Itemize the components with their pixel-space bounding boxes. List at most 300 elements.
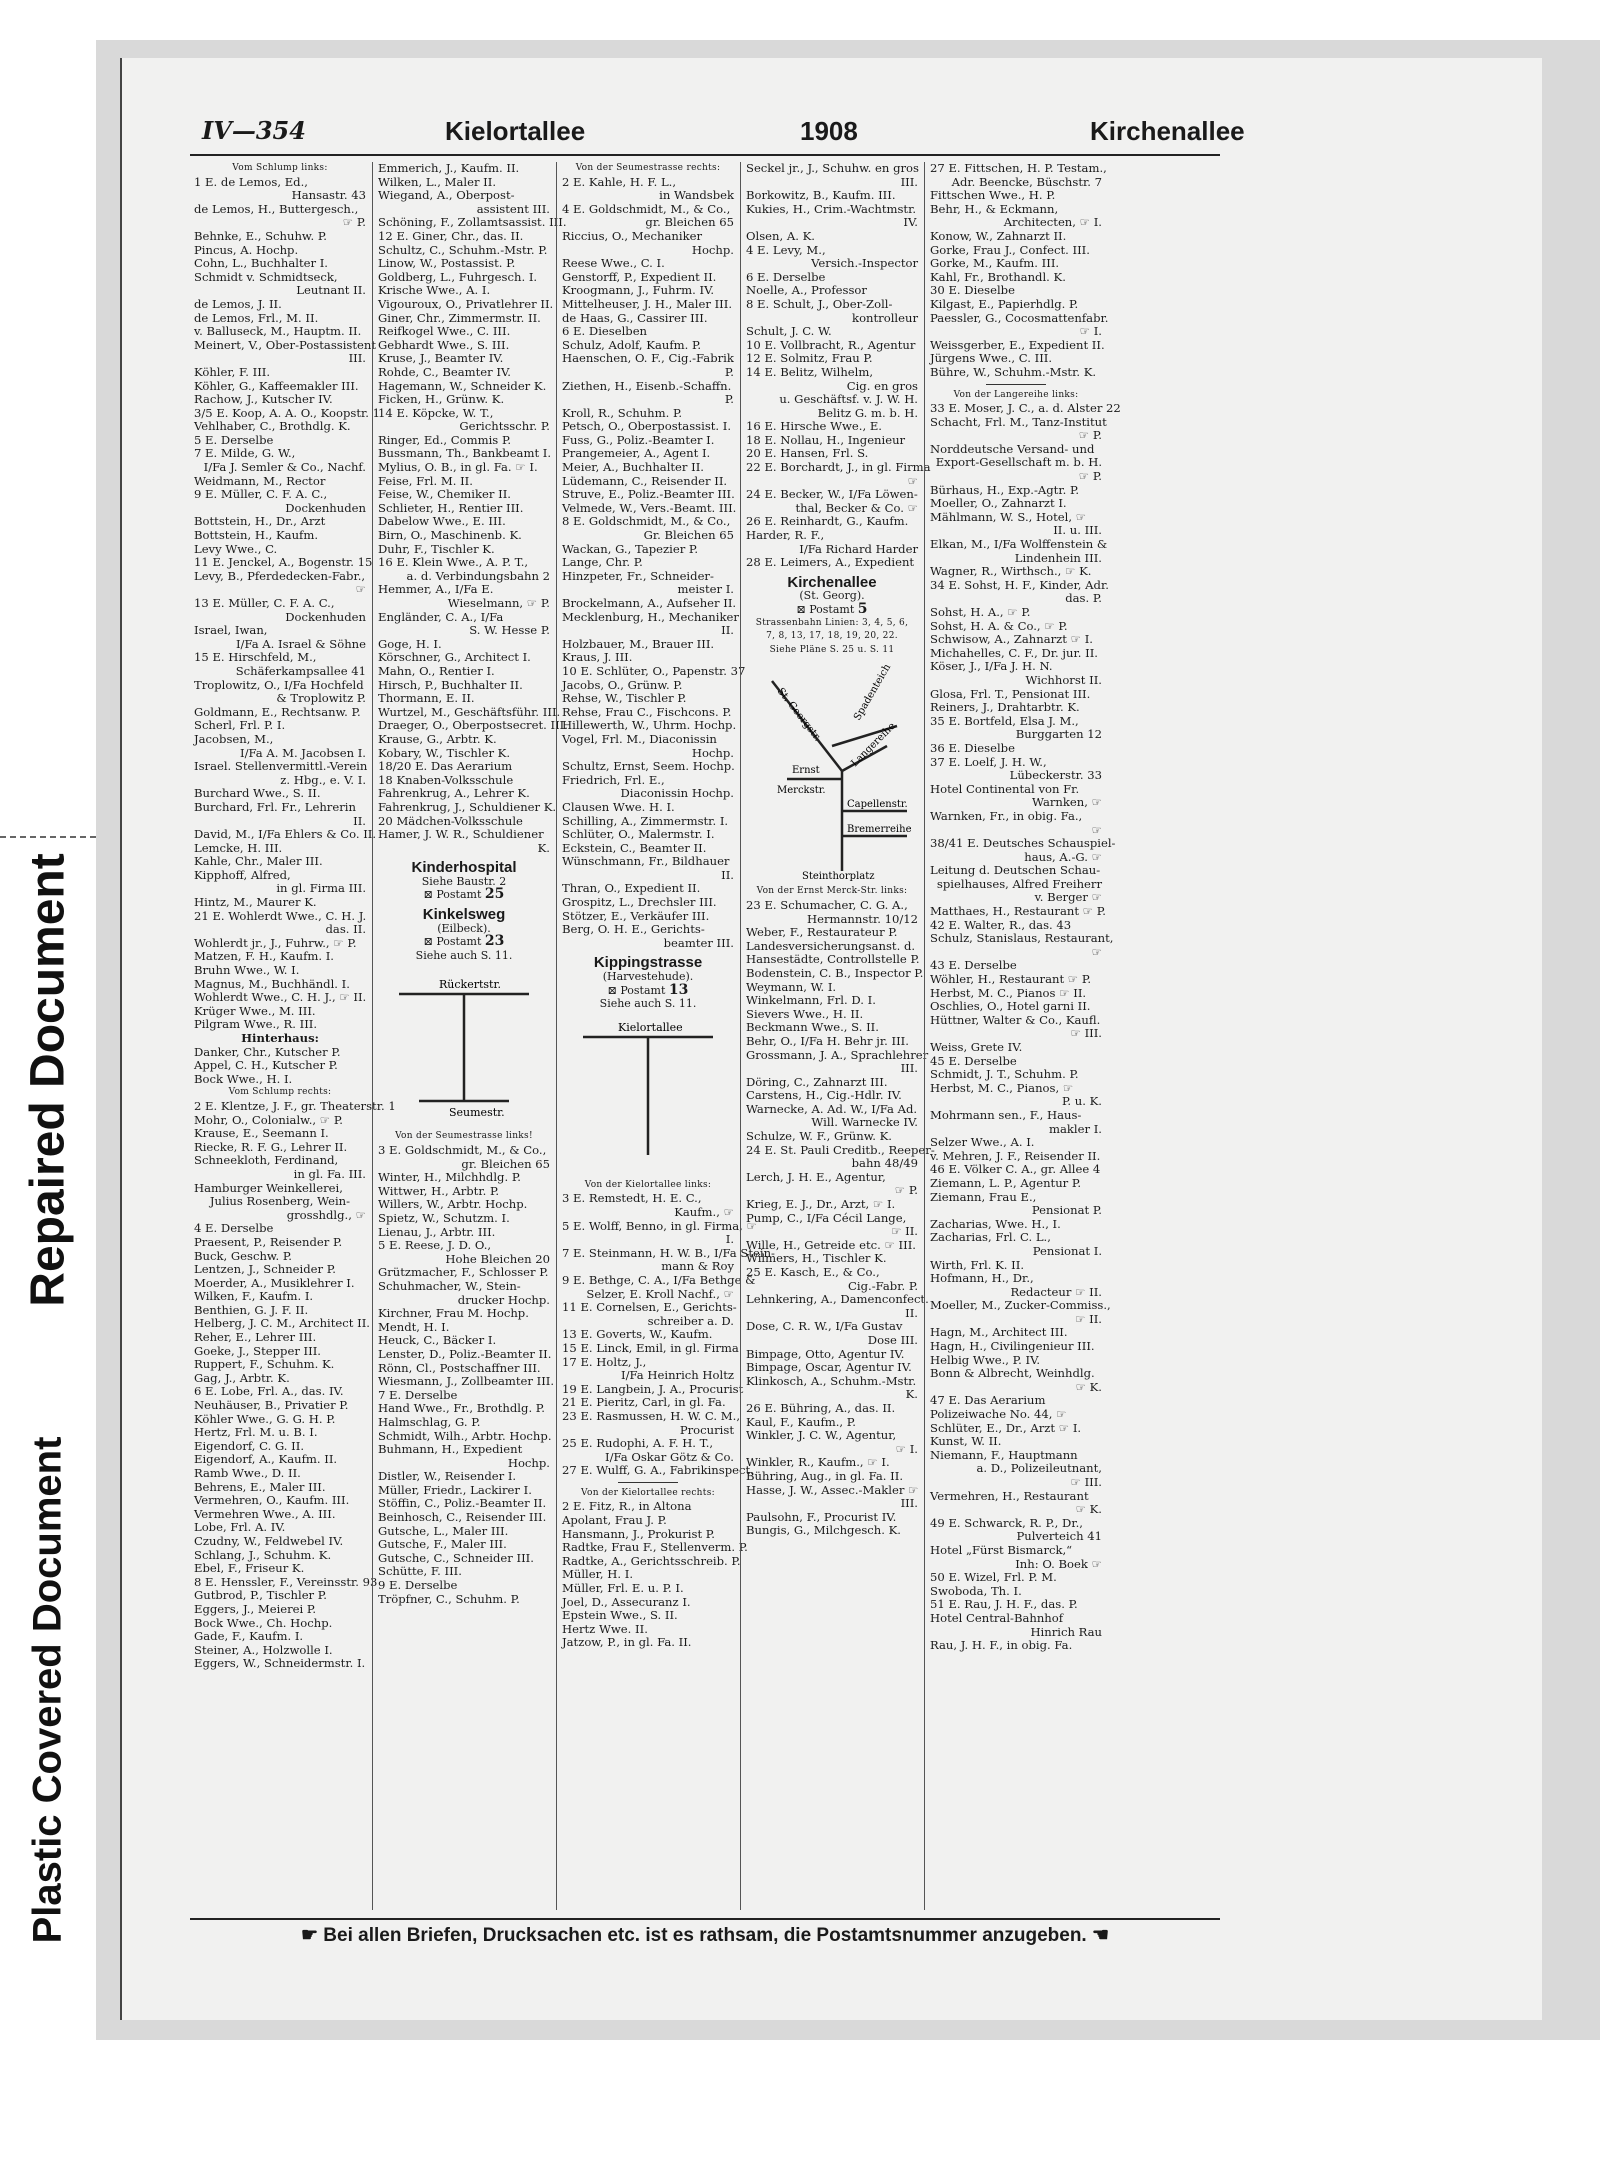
directory-entry: Lemcke, H. III. [194, 840, 283, 855]
directory-entry: 23 E. Schumacher, C. G. A., [746, 897, 908, 912]
directory-entry: Hansastr. 43 [291, 188, 366, 203]
directory-entry: Schmidt v. Schmidtseck, [194, 269, 338, 284]
directory-entry: 13 E. Müller, C. F. A. C., [194, 596, 335, 610]
directory-entry: Velmede, W., Vers.-Beamt. III. [562, 500, 737, 515]
directory-entry: I/Fa J. Semler & Co., Nachf. [203, 460, 366, 475]
envelope-icon: ⊠ [423, 935, 437, 949]
directory-entry: 3 E. Remstedt, H. E. C., [562, 1191, 702, 1206]
directory-entry: Steiner, A., Holzwolle I. [194, 1642, 333, 1657]
directory-entry: II. [353, 813, 366, 828]
directory-entry: 7 E. Milde, G. W., [194, 446, 296, 461]
street-title: Kinkelsweg [422, 906, 506, 924]
directory-entry: Müller, Friedr., Lackirer I. [378, 1482, 532, 1497]
directory-entry: Schmidt, J. T., Schuhm. P. [930, 1067, 1079, 1082]
directory-entry: Behr, O., I/Fa H. Behr jr. III. [746, 1033, 909, 1048]
directory-entry: Olsen, A. K. [746, 228, 815, 243]
directory-entry: Kaufm., ☞ [674, 1205, 734, 1219]
directory-entry: Rönn, Cl., Postschaffner III. [378, 1360, 541, 1375]
map-label-merckstr: Merckstr. [777, 785, 826, 797]
directory-entry: ☞ [1091, 822, 1102, 837]
directory-entry: Vom Schlump rechts: [228, 1087, 332, 1098]
directory-entry: Dose, C. R. W., I/Fa Gustav [746, 1319, 903, 1334]
directory-entry: Hinzpeter, Fr., Schneider- [562, 568, 714, 583]
directory-entry: Köser, J., I/Fa J. H. N. [930, 659, 1053, 674]
directory-entry: Schulz, Stanislaus, Restaurant, [930, 931, 1114, 946]
directory-entry: Grossmann, J. A., Sprachlehrer [746, 1047, 929, 1062]
directory-entry: gr. Bleichen 65 [645, 215, 734, 230]
directory-entry: 18 E. Nollau, H., Ingenieur [746, 432, 906, 447]
directory-entry: 7 E. Derselbe [378, 1387, 458, 1402]
directory-entry: 51 E. Rau, J. H. F., das. P. [930, 1597, 1078, 1612]
postamt-line [562, 981, 734, 998]
directory-entry: Eigendorf, A., Kaufm. II. [194, 1452, 338, 1467]
directory-entry: Vigouroux, O., Privatlehrer II. [378, 296, 554, 311]
directory-entry: Gutbrod, P., Tischler P. [194, 1588, 327, 1603]
directory-entry: Ramb Wwe., D. II. [194, 1466, 301, 1480]
directory-entry: P. [724, 392, 734, 407]
directory-entry: makler I. [1049, 1121, 1102, 1136]
directory-entry: Gutsche, F., Maler III. [378, 1537, 507, 1552]
directory-entry: Hamburger Weinkellerei, [194, 1180, 343, 1195]
directory-entry: bahn 48/49 [851, 1156, 918, 1171]
directory-entry: Herbst, M. C., Pianos ☞ II. [930, 985, 1087, 1000]
directory-entry: P. [724, 364, 734, 379]
directory-entry: de Lemos, H., Buttergesch., [194, 201, 359, 216]
directory-entry: Goeke, J., Stepper III. [194, 1343, 321, 1358]
directory-entry: Schultz, Ernst, Seem. Hochp. [562, 759, 735, 774]
directory-entry: 9 E. Bethge, C. A., I/Fa Bethge & [562, 1272, 756, 1287]
directory-entry: Kirchner, Frau M. Hochp. [378, 1306, 529, 1321]
directory-entry: Petsch, O., Oberpostassist. I. [562, 419, 732, 434]
page-number: IV—354 [202, 116, 306, 145]
directory-entry: de Lemos, J. II. [194, 296, 282, 311]
directory-entry: 26 E. Reinhardt, G., Kaufm. [746, 514, 909, 529]
directory-entry: spielhauses, Alfred Freiherr [936, 876, 1102, 891]
directory-entry: haus, A.-G. ☞ [1024, 849, 1102, 864]
directory-entry: Israel, Iwan, [194, 623, 268, 638]
directory-entry: Israel. Stellenvermittl.-Verein [194, 759, 368, 774]
directory-entry: 14 E. Belitz, Wilhelm, [746, 364, 874, 379]
directory-entry: Will. Warnecke IV. [811, 1115, 918, 1130]
directory-entry: 8 E. Goldschmidt, M., & Co., [562, 514, 731, 529]
postamt-line [378, 935, 550, 949]
directory-entry: Norddeutsche Versand- und [930, 441, 1095, 456]
directory-entry: Kahle, Chr., Maler III. [194, 854, 323, 869]
postamt-label: Postamt [436, 888, 485, 902]
directory-entry: Lindenhein III. [1014, 550, 1102, 565]
directory-entry: II. [721, 623, 734, 638]
directory-entry: Feise, W., Chemiker II. [378, 487, 511, 502]
street-subtitle: (Eilbeck). [437, 921, 491, 935]
directory-entry: Harder, R. F., [746, 528, 825, 543]
directory-entry: Strassenbahn Linien: 3, 4, 5, 6, [755, 617, 909, 628]
directory-entry: Hermannstr. 10/12 [806, 911, 918, 926]
directory-entry: 16 E. Klein Wwe., A. P. T., [378, 555, 529, 570]
directory-entry: Genstorff, P., Expedient II. [562, 269, 717, 284]
directory-entry: Levy, B., Pferdedecken-Fabr., [194, 568, 366, 583]
directory-entry: Meier, A., Buchhalter II. [562, 460, 704, 475]
directory-entry: Bock Wwe., Ch. Hochp. [194, 1615, 333, 1630]
directory-entry: Schultz, C., Schuhm.-Mstr. P. [378, 242, 548, 257]
directory-entry: Bimpage, Otto, Agentur IV. [746, 1346, 905, 1361]
directory-entry: 23 E. Rasmussen, H. W. C. M., [562, 1408, 740, 1423]
directory-entry: Elkan, M., I/Fa Wolffenstein & [930, 537, 1108, 552]
postamt-line [746, 603, 918, 617]
directory-entry: Czudny, W., Feldwebel IV. [194, 1533, 344, 1548]
directory-entry: Duhr, F., Tischler K. [378, 541, 495, 556]
directory-entry: Hinterhaus: [241, 1031, 319, 1045]
directory-entry: Krieg, E. J., Dr., Arzt, ☞ I. [746, 1197, 896, 1212]
directory-entry: Siehe Pläne S. 25 u. S. 11 [769, 644, 895, 655]
directory-entry: Riccius, O., Mechaniker [562, 228, 703, 243]
directory-entry: Pulverteich 41 [1016, 1529, 1102, 1544]
directory-entry: Wünschmann, Fr., Bildhauer [562, 854, 730, 869]
pointing-hand-left-icon: ☛ [300, 1925, 318, 1946]
directory-entry: 35 E. Bortfeld, Elsa J. M., [930, 713, 1079, 728]
directory-entry: 42 E. Walter, R., das. 43 [930, 917, 1072, 932]
directory-entry: Berg, O. H. E., Gerichts- [562, 922, 705, 937]
directory-entry: 9 E. Müller, C. F. A. C., [194, 487, 328, 502]
directory-entry: I/Fa Oskar Götz & Co. [605, 1449, 734, 1464]
directory-entry: ☞ [1091, 944, 1102, 959]
street-subtitle: (St. Georg). [799, 589, 865, 603]
envelope-icon: ⊠ [796, 603, 810, 616]
directory-entry: Paulsohn, F., Procurist IV. [746, 1509, 897, 1524]
directory-entry: 45 E. Derselbe [930, 1053, 1017, 1068]
directory-entry: v. Berger ☞ [1034, 890, 1102, 905]
directory-entry: Hofmann, H., Dr., [930, 1271, 1034, 1286]
directory-entry: I/Fa A. Israel & Söhne [235, 636, 366, 651]
directory-entry: Radtke, A., Gerichtsschreib. P. [562, 1553, 741, 1568]
directory-entry: ☞ P. [1078, 428, 1102, 443]
directory-entry: 10 E. Schlüter, O., Papenstr. 37 [562, 663, 746, 678]
map-label-bremerreihe: Bremerreihe [847, 824, 912, 836]
directory-entry: Lübeckerstr. 33 [1009, 768, 1102, 783]
directory-entry: Mohr, O., Colonialw., ☞ P. [194, 1112, 343, 1127]
directory-entry: 12 E. Solmitz, Frau P. [746, 351, 873, 366]
repaired-document-label: Repaired Document [21, 853, 75, 1307]
directory-entry: Bungis, G., Milchgesch. K. [746, 1523, 901, 1538]
directory-entry: Thran, O., Expedient II. [562, 881, 701, 896]
directory-entry: Weymann, W. I. [746, 979, 837, 994]
directory-entry: I/Fa A. M. Jacobsen I. [239, 745, 366, 760]
directory-entry: ☞ I. [895, 1441, 918, 1456]
directory-entry: 25 E. Rudophi, A. F. H. T., [562, 1436, 714, 1451]
directory-entry: Hagn, M., Architect III. [930, 1325, 1068, 1340]
directory-entry: ☞ [907, 473, 918, 488]
directory-entry: Giner, Chr., Zimmermstr. II. [378, 310, 541, 325]
directory-entry: Appel, C. H., Kutscher P. [194, 1058, 338, 1073]
directory-entry: Kukies, H., Crim.-Wachtmstr. [746, 201, 917, 216]
street-heading-kippingstrasse [562, 956, 734, 1010]
directory-column-3 [562, 162, 775, 1910]
map-label-st-georgstr: St. Georgstr. [774, 686, 823, 744]
directory-entry: 19 E. Langbein, J. A., Procurist [562, 1381, 744, 1396]
directory-entry: II. [721, 867, 734, 882]
directory-entry: ☞ II. [891, 1224, 918, 1239]
directory-entry: I/Fa Richard Harder [799, 541, 918, 556]
directory-entry: Vermehren Wwe., A. III. [194, 1506, 336, 1521]
directory-entry: Danker, Chr., Kutscher P. [194, 1044, 341, 1059]
directory-entry: 24 E. St. Pauli Creditb., Reeper- [746, 1142, 935, 1157]
directory-entry: II. [905, 1305, 918, 1320]
directory-entry: Von der Seumestrasse rechts: [575, 163, 721, 173]
directory-entry: Moeller, O., Zahnarzt I. [930, 496, 1067, 511]
street-map-kirchenallee [747, 661, 917, 881]
directory-entry: schreiber a. D. [647, 1313, 734, 1328]
section-rule [618, 1482, 678, 1483]
directory-entry: Troplowitz, O., I/Fa Hochfeld [194, 677, 364, 692]
postamt-label: Postamt [620, 983, 669, 997]
directory-entry: 37 E. Loelf, J. H. W., [930, 754, 1047, 769]
directory-entry: Müller, H. I. [562, 1567, 633, 1582]
directory-entry: Dabelow Wwe., E. III. [378, 514, 506, 529]
directory-column-2 [378, 161, 568, 1910]
street-subtitle: Siehe Baustr. 2 [421, 874, 507, 888]
directory-entry: Hansmann, J., Prokurist P. [562, 1526, 715, 1541]
directory-entry: Gorke, Frau J., Confect. III. [930, 242, 1090, 257]
directory-entry: Architecten, ☞ I. [1003, 215, 1102, 230]
directory-entry: Joel, D., Assecuranz I. [562, 1594, 691, 1609]
directory-entry: 13 E. Goverts, W., Kaufm. [562, 1327, 713, 1342]
directory-entry: Dose III. [867, 1332, 918, 1347]
directory-entry: Kipphoff, Alfred, [194, 867, 291, 882]
directory-entry: Procurist [679, 1422, 734, 1437]
directory-entry: 43 E. Derselbe [930, 958, 1017, 973]
directory-entry: Döring, C., Zahnarzt III. [746, 1074, 888, 1089]
directory-entry: Klinkosch, A., Schuhm.-Mstr. [746, 1373, 917, 1388]
directory-entry: Beinhosch, C., Reisender III. [378, 1510, 547, 1525]
directory-entry: Versich.-Inspector [811, 256, 918, 271]
directory-entry: 4 E. Levy, M., [746, 242, 826, 257]
directory-entry: Kroogmann, J., Fuhrm. IV. [562, 283, 715, 298]
directory-entry: Selzer Wwe., A. I. [930, 1135, 1035, 1150]
footer-notice [190, 1924, 1220, 1947]
directory-entry: Pincus, A. Hochp. [194, 242, 299, 257]
street-map-kinkelsweg [379, 966, 549, 1126]
directory-entry: Schmidt, Wilh., Arbtr. Hochp. [378, 1428, 552, 1443]
postamt-number: 5 [857, 601, 868, 617]
directory-entry: Fittschen Wwe., H. P. [930, 188, 1056, 203]
directory-entry: Polizeiwache No. 44, ☞ [930, 1407, 1067, 1422]
directory-entry: Eggers, J., Meierei P. [194, 1601, 317, 1616]
directory-entry: Matthaes, H., Restaurant ☞ P. [930, 904, 1106, 919]
directory-entry: III. [900, 174, 918, 189]
directory-entry: Gr. Bleichen 65 [643, 528, 734, 543]
directory-entry: Reese Wwe., C. I. [562, 256, 665, 271]
directory-entry: Dockenhuden [285, 609, 366, 624]
directory-entry: Wohlerdt jr., J., Fuhrw., ☞ P. [194, 935, 357, 950]
directory-entry: Grützmacher, F., Schlosser P. [378, 1265, 549, 1280]
map-label-steinthorplatz: Steinthorplatz [802, 871, 875, 883]
directory-entry: Hintz, M., Maurer K. [194, 895, 317, 910]
directory-entry: Meinert, V., Ober-Postassistent [194, 337, 377, 352]
directory-entry: 5 E. Wolff, Benno, in gl. Firma, ☞ [562, 1218, 757, 1233]
directory-entry: ☞ II. [1075, 1311, 1102, 1326]
directory-entry: Vom Schlump links: [232, 163, 328, 173]
directory-entry: Wille, H., Getreide etc. ☞ III. [746, 1237, 916, 1252]
directory-entry: Wilken, L., Maler II. [378, 174, 497, 189]
street-note: Siehe auch S. 11. [415, 948, 513, 962]
directory-entry: Bühring, Aug., in gl. Fa. II. [746, 1468, 904, 1483]
directory-entry: 26 E. Bühring, A., das. II. [746, 1400, 896, 1415]
header-left-street: Kielortallee [445, 116, 586, 146]
directory-entry: Jatzow, P., in gl. Fa. II. [562, 1635, 692, 1650]
directory-entry: K. [537, 840, 550, 855]
directory-entry: Radtke, Frau F., Stellenverm. P. [562, 1540, 748, 1555]
directory-entry: Glosa, Frl. T., Pensionat III. [930, 686, 1091, 701]
directory-entry: Wirth, Frl. K. II. [930, 1257, 1025, 1272]
directory-entry: Gorke, M., Kaufm. III. [930, 256, 1060, 271]
directory-entry: Goge, H. I. [378, 636, 442, 651]
directory-entry: Gerichtsschr. P. [459, 419, 550, 434]
envelope-icon: ⊠ [423, 888, 437, 902]
directory-entry: Buck, Geschw. P. [194, 1248, 292, 1263]
directory-entry: ☞ III. [1070, 1026, 1102, 1041]
directory-entry: 15 E. Linck, Emil, in gl. Firma [562, 1340, 739, 1355]
street-note: Siehe auch S. 11. [599, 997, 697, 1011]
header-right-street: Kirchenallee [1090, 116, 1245, 146]
directory-entry: Kilgast, E., Papierhdlg. P. [930, 296, 1079, 311]
directory-entry: ☞ P. [894, 1183, 918, 1198]
street-map-kippingstrasse [563, 1015, 733, 1175]
directory-entry: Vermehren, H., Restaurant [930, 1488, 1089, 1503]
directory-entry: Köhler Wwe., G. G. H. P. [194, 1411, 336, 1426]
directory-entry: Schlüter, E., Dr., Arzt ☞ I. [930, 1420, 1082, 1435]
directory-entry: 33 E. Moser, J. C., a. d. Alster 22 [930, 401, 1121, 416]
directory-entry: Wagner, R., Wirthsch., ☞ K. [930, 564, 1092, 579]
directory-entry: Von der Seumestrasse links! [395, 1131, 533, 1142]
directory-entry: Thormann, E. II. [378, 691, 475, 706]
directory-entry: Pensionat P. [1031, 1203, 1102, 1218]
directory-entry: Weissgerber, E., Expedient II. [930, 337, 1105, 352]
directory-entry: Pilgram Wwe., R. III. [194, 1017, 318, 1032]
directory-entry: 12 E. Giner, Chr., das. II. [378, 228, 524, 243]
directory-entry: Ringer, Ed., Commis P. [378, 432, 512, 447]
directory-entry: Selzer, E. Kroll Nachf., ☞ [586, 1286, 734, 1301]
directory-entry: Köhler, F. III. [194, 364, 271, 379]
postamt-number: 13 [668, 981, 689, 998]
directory-entry: Schulz, Adolf, Kaufm. P. [562, 337, 702, 352]
directory-entry: Herbst, M. C., Pianos, ☞ [930, 1080, 1074, 1095]
directory-entry: Reher, E., Lehrer III. [194, 1330, 317, 1345]
directory-entry: 20 Mädchen-Volksschule [378, 813, 523, 828]
directory-entry: 5 E. Derselbe [194, 432, 274, 447]
directory-entry: Burchard, Frl. Fr., Lehrerin [194, 799, 356, 814]
directory-entry: Kahl, Fr., Brothandl. K. [930, 269, 1066, 284]
directory-entry: 16 E. Hirsche Wwe., E. [746, 419, 882, 434]
directory-entry: 4 E. Goldschmidt, M., & Co., [562, 201, 731, 216]
directory-entry: z. Hbg., e. V. I. [280, 772, 366, 787]
directory-entry: Cohn, L., Buchhalter I. [194, 256, 328, 271]
postamt-line [378, 888, 550, 902]
column-divider [372, 162, 373, 1910]
map-label-ernst: Ernst [792, 765, 820, 777]
directory-entry: Weidmann, M., Rector [194, 473, 326, 488]
directory-entry: III. [900, 1496, 918, 1511]
directory-entry: Gade, F., Kaufm. I. [194, 1629, 304, 1644]
directory-entry: Bimpage, Oscar, Agentur IV. [746, 1360, 912, 1375]
directory-entry: Schütte, F. III. [378, 1564, 462, 1579]
directory-entry: Heuck, C., Bäcker I. [378, 1333, 497, 1348]
directory-entry: Epstein Wwe., S. II. [562, 1608, 678, 1623]
directory-entry: P. u. K. [1061, 1094, 1102, 1109]
column-divider [924, 162, 925, 1910]
directory-entry: Gebhardt Wwe., S. III. [378, 337, 510, 352]
page-header [190, 110, 1245, 154]
directory-entry: Mählmann, W. S., Hotel, ☞ [930, 509, 1087, 524]
directory-entry: Noelle, A., Professor [746, 283, 867, 298]
directory-entry: 34 E. Sohst, H. F., Kinder, Adr. [930, 577, 1109, 592]
directory-column-1 [194, 162, 396, 1910]
directory-entry: Winter, H., Milchhdlg. P. [378, 1170, 521, 1185]
directory-entry: Bodenstein, C. B., Inspector P. [746, 965, 924, 980]
directory-entry: 30 E. Dieselbe [930, 283, 1015, 298]
directory-entry: Diaconissin Hochp. [620, 786, 734, 801]
postamt-label: Postamt [436, 935, 485, 949]
directory-entry: Eigendorf, C. G. II. [194, 1438, 305, 1453]
directory-entry: Engländer, C. A., I/Fa [378, 609, 504, 624]
directory-entry: Levy Wwe., C. [194, 541, 278, 556]
directory-entry: Schlang, J., Schuhm. K. [194, 1547, 332, 1562]
directory-entry: v. Mehren, J. F., Reisender II. [930, 1148, 1101, 1163]
directory-entry: Ebel, F., Friseur K. [194, 1561, 305, 1576]
directory-entry: Ziemann, L. P., Agentur P. [930, 1175, 1082, 1190]
directory-entry: Ziemann, Frau E., [930, 1189, 1037, 1204]
directory-entry: Leitung d. Deutschen Schau- [930, 863, 1101, 878]
directory-entry: Pensionat I. [1032, 1243, 1102, 1258]
directory-entry: 6 E. Lobe, Frl. A., das. IV. [194, 1384, 344, 1399]
directory-entry: 28 E. Leimers, A., Expedient [746, 555, 915, 570]
column-divider [740, 162, 741, 1910]
directory-entry: I. [725, 1232, 734, 1247]
directory-entry: Gutsche, C., Schneider III. [378, 1550, 534, 1565]
directory-entry: Redacteur ☞ II. [1010, 1284, 1102, 1299]
street-title: Kirchenallee [787, 573, 877, 591]
directory-entry: Julius Rosenberg, Wein- [209, 1194, 351, 1209]
header-rule [190, 154, 1220, 156]
street-title: Kinderhospital [411, 859, 517, 877]
directory-entry: Wieselmann, ☞ P. [447, 596, 550, 610]
directory-entry: 8 E. Schult, J., Ober-Zoll- [746, 296, 893, 311]
directory-entry: Zacharias, Wwe. H., I. [930, 1216, 1061, 1231]
directory-entry: Swoboda, Th. I. [930, 1583, 1022, 1598]
directory-entry: Stötzer, E., Verkäufer III. [562, 908, 710, 923]
directory-entry: Sohst, H. A. & Co., ☞ P. [930, 618, 1068, 633]
directory-entry: Ziethen, H., Eisenb.-Schaffn. [562, 378, 732, 393]
street-subtitle: (Harvestehude). [602, 970, 694, 984]
directory-entry: Friedrich, Frl. E., [562, 772, 665, 787]
directory-entry: Schult, J. C. W. [746, 324, 832, 339]
directory-entry: Hertz, Frl. M. u. B. I. [194, 1425, 318, 1440]
directory-entry: Leutnant II. [296, 283, 366, 298]
directory-entry: Kunst, W. II. [930, 1434, 1002, 1449]
directory-entry: Reiners, J., Drahtarbtr. K. [930, 700, 1080, 715]
directory-entry: 2 E. Kahle, H. F. L., [562, 174, 677, 189]
directory-entry: Mecklenburg, H., Mechaniker [562, 609, 739, 624]
directory-entry: Krause, G., Arbtr. K. [378, 731, 497, 746]
directory-entry: 11 E. Jenckel, A., Bogenstr. 15 [194, 555, 373, 570]
directory-entry: Hotel Continental von Fr. [930, 781, 1080, 796]
directory-page [190, 110, 1245, 1970]
directory-entry: Helbig Wwe., P. IV. [930, 1352, 1041, 1367]
directory-entry: Von der Ernst Merck-Str. links: [756, 886, 908, 897]
directory-entry: 50 E. Wizel, Frl. P. M. [930, 1570, 1057, 1585]
directory-entry: Scherl, Frl. P. I. [194, 718, 286, 733]
directory-entry: das. II. [325, 922, 366, 937]
directory-entry: Schneekloth, Ferdinand, [194, 1153, 339, 1168]
directory-entry: Pump, C., I/Fa Cécil Lange, [746, 1210, 907, 1225]
